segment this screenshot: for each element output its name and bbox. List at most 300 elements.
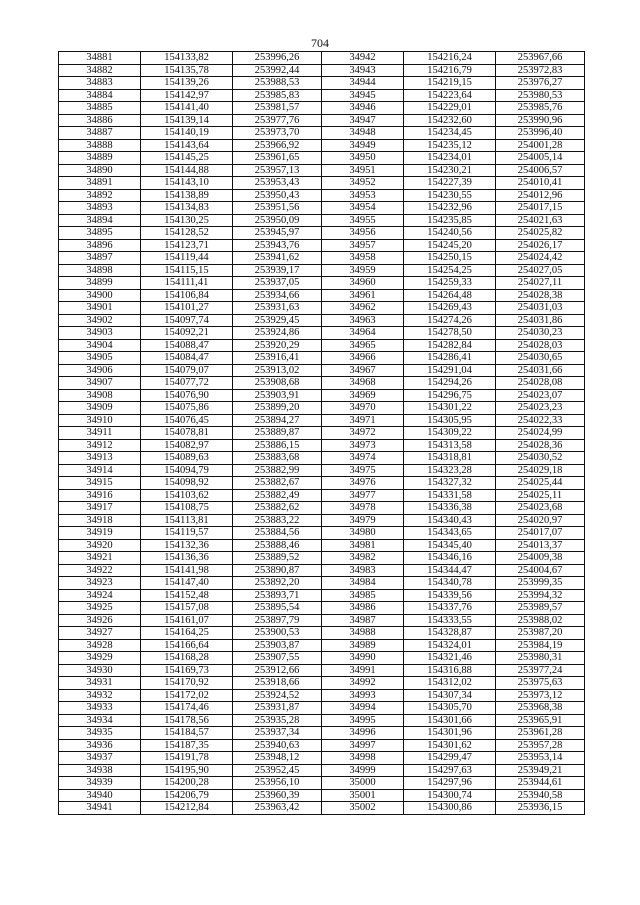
right-y-coordinate-cell: 254028,38	[496, 289, 585, 302]
left-point-number-cell: 34909	[59, 402, 141, 415]
table-row	[59, 64, 585, 77]
left-y-coordinate-cell: 253981,57	[233, 102, 322, 115]
right-point-number-cell: 34966	[322, 352, 404, 365]
left-x-coordinate-cell: 154184,57	[141, 727, 233, 740]
left-x-coordinate-cell: 154169,73	[141, 664, 233, 677]
right-y-coordinate-cell: 253953,14	[496, 752, 585, 765]
table-row	[59, 364, 585, 377]
left-x-coordinate-cell: 154134,83	[141, 202, 233, 215]
left-point-number-cell: 34927	[59, 627, 141, 640]
table-row	[59, 202, 585, 215]
left-point-number-cell: 34917	[59, 502, 141, 515]
left-x-coordinate-cell: 154108,75	[141, 502, 233, 515]
right-y-coordinate-cell: 254023,68	[496, 502, 585, 515]
right-x-coordinate-cell: 154316,88	[404, 664, 496, 677]
table-row	[59, 89, 585, 102]
right-y-coordinate-cell: 253961,28	[496, 727, 585, 740]
table-row	[59, 339, 585, 352]
right-x-coordinate-cell: 154235,12	[404, 139, 496, 152]
left-x-coordinate-cell: 154143,64	[141, 139, 233, 152]
left-point-number-cell: 34881	[59, 52, 141, 65]
left-point-number-cell: 34931	[59, 677, 141, 690]
left-y-coordinate-cell: 253893,71	[233, 589, 322, 602]
left-y-coordinate-cell: 253918,66	[233, 677, 322, 690]
table-row	[59, 577, 585, 590]
left-y-coordinate-cell: 253929,45	[233, 314, 322, 327]
left-x-coordinate-cell: 154097,74	[141, 314, 233, 327]
right-point-number-cell: 34978	[322, 502, 404, 515]
right-y-coordinate-cell: 253994,32	[496, 589, 585, 602]
right-x-coordinate-cell: 154337,76	[404, 602, 496, 615]
left-point-number-cell: 34895	[59, 227, 141, 240]
left-y-coordinate-cell: 253937,05	[233, 277, 322, 290]
right-x-coordinate-cell: 154264,48	[404, 289, 496, 302]
left-x-coordinate-cell: 154144,88	[141, 164, 233, 177]
right-x-coordinate-cell: 154301,66	[404, 714, 496, 727]
left-y-coordinate-cell: 253889,52	[233, 552, 322, 565]
right-x-coordinate-cell: 154259,33	[404, 277, 496, 290]
left-point-number-cell: 34920	[59, 539, 141, 552]
left-x-coordinate-cell: 154084,47	[141, 352, 233, 365]
right-y-coordinate-cell: 254026,17	[496, 239, 585, 252]
right-point-number-cell: 34969	[322, 389, 404, 402]
left-y-coordinate-cell: 253908,68	[233, 377, 322, 390]
left-point-number-cell: 34921	[59, 552, 141, 565]
right-y-coordinate-cell: 253965,91	[496, 714, 585, 727]
right-x-coordinate-cell: 154229,01	[404, 102, 496, 115]
right-point-number-cell: 34973	[322, 439, 404, 452]
left-y-coordinate-cell: 253882,49	[233, 489, 322, 502]
table-row	[59, 589, 585, 602]
right-x-coordinate-cell: 154216,79	[404, 64, 496, 77]
left-y-coordinate-cell: 253931,87	[233, 702, 322, 715]
left-y-coordinate-cell: 253935,28	[233, 714, 322, 727]
left-y-coordinate-cell: 253907,55	[233, 652, 322, 665]
right-x-coordinate-cell: 154301,22	[404, 402, 496, 415]
right-point-number-cell: 35002	[322, 802, 404, 815]
left-point-number-cell: 34905	[59, 352, 141, 365]
right-y-coordinate-cell: 254028,03	[496, 339, 585, 352]
left-y-coordinate-cell: 253960,39	[233, 789, 322, 802]
right-point-number-cell: 34949	[322, 139, 404, 152]
right-y-coordinate-cell: 253967,66	[496, 52, 585, 65]
table-row	[59, 164, 585, 177]
left-point-number-cell: 34924	[59, 589, 141, 602]
table-row	[59, 114, 585, 127]
right-point-number-cell: 34980	[322, 527, 404, 540]
left-y-coordinate-cell: 253899,20	[233, 402, 322, 415]
right-point-number-cell: 34962	[322, 302, 404, 315]
right-point-number-cell: 34965	[322, 339, 404, 352]
table-row	[59, 552, 585, 565]
right-point-number-cell: 34946	[322, 102, 404, 115]
right-point-number-cell: 34959	[322, 264, 404, 277]
left-y-coordinate-cell: 253886,15	[233, 439, 322, 452]
table-row	[59, 727, 585, 740]
left-point-number-cell: 34897	[59, 252, 141, 265]
left-point-number-cell: 34896	[59, 239, 141, 252]
left-y-coordinate-cell: 253895,54	[233, 602, 322, 615]
right-point-number-cell: 34943	[322, 64, 404, 77]
left-y-coordinate-cell: 253951,56	[233, 202, 322, 215]
right-x-coordinate-cell: 154344,47	[404, 564, 496, 577]
table-row	[59, 614, 585, 627]
left-x-coordinate-cell: 154174,46	[141, 702, 233, 715]
right-y-coordinate-cell: 254023,23	[496, 402, 585, 415]
left-point-number-cell: 34892	[59, 189, 141, 202]
left-point-number-cell: 34938	[59, 764, 141, 777]
left-y-coordinate-cell: 253963,42	[233, 802, 322, 815]
right-point-number-cell: 34945	[322, 89, 404, 102]
left-x-coordinate-cell: 154157,08	[141, 602, 233, 615]
right-x-coordinate-cell: 154235,85	[404, 214, 496, 227]
left-x-coordinate-cell: 154088,47	[141, 339, 233, 352]
left-x-coordinate-cell: 154139,26	[141, 77, 233, 90]
table-row	[59, 389, 585, 402]
left-x-coordinate-cell: 154076,45	[141, 414, 233, 427]
right-x-coordinate-cell: 154331,58	[404, 489, 496, 502]
right-point-number-cell: 34972	[322, 427, 404, 440]
right-x-coordinate-cell: 154300,86	[404, 802, 496, 815]
table-row	[59, 527, 585, 540]
table-row	[59, 764, 585, 777]
table-row	[59, 152, 585, 165]
left-y-coordinate-cell: 253883,68	[233, 452, 322, 465]
left-x-coordinate-cell: 154138,89	[141, 189, 233, 202]
right-point-number-cell: 34987	[322, 614, 404, 627]
left-point-number-cell: 34914	[59, 464, 141, 477]
left-point-number-cell: 34913	[59, 452, 141, 465]
table-row	[59, 102, 585, 115]
right-y-coordinate-cell: 253988,02	[496, 614, 585, 627]
right-x-coordinate-cell: 154305,95	[404, 414, 496, 427]
right-point-number-cell: 34981	[322, 539, 404, 552]
left-y-coordinate-cell: 253988,53	[233, 77, 322, 90]
left-x-coordinate-cell: 154168,28	[141, 652, 233, 665]
right-y-coordinate-cell: 254004,67	[496, 564, 585, 577]
right-y-coordinate-cell: 253944,61	[496, 777, 585, 790]
right-point-number-cell: 34956	[322, 227, 404, 240]
right-x-coordinate-cell: 154324,01	[404, 639, 496, 652]
table-row	[59, 564, 585, 577]
right-point-number-cell: 34991	[322, 664, 404, 677]
left-y-coordinate-cell: 253977,76	[233, 114, 322, 127]
table-row	[59, 277, 585, 290]
left-y-coordinate-cell: 253950,43	[233, 189, 322, 202]
left-point-number-cell: 34898	[59, 264, 141, 277]
left-y-coordinate-cell: 253890,87	[233, 564, 322, 577]
left-x-coordinate-cell: 154139,14	[141, 114, 233, 127]
right-point-number-cell: 34988	[322, 627, 404, 640]
left-x-coordinate-cell: 154195,90	[141, 764, 233, 777]
left-x-coordinate-cell: 154178,56	[141, 714, 233, 727]
left-y-coordinate-cell: 253956,10	[233, 777, 322, 790]
table-row	[59, 514, 585, 527]
left-x-coordinate-cell: 154132,36	[141, 539, 233, 552]
left-y-coordinate-cell: 253941,62	[233, 252, 322, 265]
right-x-coordinate-cell: 154299,47	[404, 752, 496, 765]
left-y-coordinate-cell: 253892,20	[233, 577, 322, 590]
table-row	[59, 189, 585, 202]
right-x-coordinate-cell: 154223,64	[404, 89, 496, 102]
right-y-coordinate-cell: 254021,63	[496, 214, 585, 227]
left-point-number-cell: 34906	[59, 364, 141, 377]
left-point-number-cell: 34939	[59, 777, 141, 790]
left-x-coordinate-cell: 154113,81	[141, 514, 233, 527]
right-y-coordinate-cell: 253975,63	[496, 677, 585, 690]
table-row	[59, 477, 585, 490]
right-x-coordinate-cell: 154216,24	[404, 52, 496, 65]
table-row	[59, 689, 585, 702]
right-y-coordinate-cell: 253957,28	[496, 739, 585, 752]
left-x-coordinate-cell: 154161,07	[141, 614, 233, 627]
left-point-number-cell: 34940	[59, 789, 141, 802]
right-y-coordinate-cell: 253984,19	[496, 639, 585, 652]
right-x-coordinate-cell: 154321,46	[404, 652, 496, 665]
right-x-coordinate-cell: 154312,02	[404, 677, 496, 690]
table-row	[59, 714, 585, 727]
left-point-number-cell: 34901	[59, 302, 141, 315]
right-x-coordinate-cell: 154336,38	[404, 502, 496, 515]
left-y-coordinate-cell: 253882,99	[233, 464, 322, 477]
right-y-coordinate-cell: 253989,57	[496, 602, 585, 615]
left-x-coordinate-cell: 154164,25	[141, 627, 233, 640]
right-point-number-cell: 34967	[322, 364, 404, 377]
right-x-coordinate-cell: 154245,20	[404, 239, 496, 252]
right-point-number-cell: 34982	[322, 552, 404, 565]
right-x-coordinate-cell: 154240,56	[404, 227, 496, 240]
right-x-coordinate-cell: 154219,15	[404, 77, 496, 90]
left-point-number-cell: 34902	[59, 314, 141, 327]
right-y-coordinate-cell: 253999,35	[496, 577, 585, 590]
left-x-coordinate-cell: 154098,92	[141, 477, 233, 490]
left-point-number-cell: 34932	[59, 689, 141, 702]
table-row	[59, 602, 585, 615]
right-y-coordinate-cell: 253940,58	[496, 789, 585, 802]
table-row	[59, 639, 585, 652]
table-row	[59, 402, 585, 415]
left-y-coordinate-cell: 253882,67	[233, 477, 322, 490]
left-y-coordinate-cell: 253897,79	[233, 614, 322, 627]
left-point-number-cell: 34934	[59, 714, 141, 727]
left-point-number-cell: 34923	[59, 577, 141, 590]
right-x-coordinate-cell: 154296,75	[404, 389, 496, 402]
right-point-number-cell: 34964	[322, 327, 404, 340]
left-x-coordinate-cell: 154119,44	[141, 252, 233, 265]
left-x-coordinate-cell: 154140,19	[141, 127, 233, 140]
right-point-number-cell: 34986	[322, 602, 404, 615]
left-y-coordinate-cell: 253992,44	[233, 64, 322, 77]
right-x-coordinate-cell: 154301,62	[404, 739, 496, 752]
table-row	[59, 702, 585, 715]
table-row	[59, 239, 585, 252]
right-point-number-cell: 35000	[322, 777, 404, 790]
right-point-number-cell: 34950	[322, 152, 404, 165]
right-point-number-cell: 34993	[322, 689, 404, 702]
right-x-coordinate-cell: 154328,87	[404, 627, 496, 640]
right-x-coordinate-cell: 154297,63	[404, 764, 496, 777]
table-row	[59, 314, 585, 327]
right-y-coordinate-cell: 254029,18	[496, 464, 585, 477]
left-y-coordinate-cell: 253939,17	[233, 264, 322, 277]
left-y-coordinate-cell: 253948,12	[233, 752, 322, 765]
left-x-coordinate-cell: 154187,35	[141, 739, 233, 752]
left-y-coordinate-cell: 253945,97	[233, 227, 322, 240]
right-x-coordinate-cell: 154274,26	[404, 314, 496, 327]
right-point-number-cell: 34942	[322, 52, 404, 65]
left-y-coordinate-cell: 253912,66	[233, 664, 322, 677]
left-point-number-cell: 34916	[59, 489, 141, 502]
left-point-number-cell: 34907	[59, 377, 141, 390]
right-y-coordinate-cell: 253990,96	[496, 114, 585, 127]
left-x-coordinate-cell: 154079,07	[141, 364, 233, 377]
right-y-coordinate-cell: 254024,99	[496, 427, 585, 440]
left-x-coordinate-cell: 154141,98	[141, 564, 233, 577]
right-x-coordinate-cell: 154234,45	[404, 127, 496, 140]
left-point-number-cell: 34900	[59, 289, 141, 302]
table-row	[59, 739, 585, 752]
right-y-coordinate-cell: 253980,53	[496, 89, 585, 102]
left-x-coordinate-cell: 154115,15	[141, 264, 233, 277]
table-row	[59, 302, 585, 315]
left-y-coordinate-cell: 253957,13	[233, 164, 322, 177]
right-point-number-cell: 34957	[322, 239, 404, 252]
right-x-coordinate-cell: 154282,84	[404, 339, 496, 352]
right-x-coordinate-cell: 154232,96	[404, 202, 496, 215]
left-y-coordinate-cell: 253996,26	[233, 52, 322, 65]
left-x-coordinate-cell: 154089,63	[141, 452, 233, 465]
left-y-coordinate-cell: 253961,65	[233, 152, 322, 165]
left-x-coordinate-cell: 154200,28	[141, 777, 233, 790]
right-y-coordinate-cell: 253985,76	[496, 102, 585, 115]
right-x-coordinate-cell: 154345,40	[404, 539, 496, 552]
left-x-coordinate-cell: 154170,92	[141, 677, 233, 690]
table-row	[59, 352, 585, 365]
left-x-coordinate-cell: 154143,10	[141, 177, 233, 190]
left-point-number-cell: 34885	[59, 102, 141, 115]
right-x-coordinate-cell: 154301,96	[404, 727, 496, 740]
left-y-coordinate-cell: 253937,34	[233, 727, 322, 740]
table-row	[59, 252, 585, 265]
table-row	[59, 789, 585, 802]
left-x-coordinate-cell: 154094,79	[141, 464, 233, 477]
table-row	[59, 677, 585, 690]
table-row	[59, 52, 585, 65]
right-point-number-cell: 34971	[322, 414, 404, 427]
right-x-coordinate-cell: 154307,34	[404, 689, 496, 702]
right-y-coordinate-cell: 254030,52	[496, 452, 585, 465]
left-x-coordinate-cell: 154191,78	[141, 752, 233, 765]
right-x-coordinate-cell: 154297,96	[404, 777, 496, 790]
right-x-coordinate-cell: 154333,55	[404, 614, 496, 627]
right-point-number-cell: 34968	[322, 377, 404, 390]
left-y-coordinate-cell: 253883,22	[233, 514, 322, 527]
right-y-coordinate-cell: 254031,03	[496, 302, 585, 315]
right-point-number-cell: 34955	[322, 214, 404, 227]
left-x-coordinate-cell: 154147,40	[141, 577, 233, 590]
table-row	[59, 627, 585, 640]
right-y-coordinate-cell: 254024,42	[496, 252, 585, 265]
right-x-coordinate-cell: 154300,74	[404, 789, 496, 802]
right-y-coordinate-cell: 254027,11	[496, 277, 585, 290]
right-point-number-cell: 34970	[322, 402, 404, 415]
right-point-number-cell: 35001	[322, 789, 404, 802]
left-point-number-cell: 34930	[59, 664, 141, 677]
left-x-coordinate-cell: 154135,78	[141, 64, 233, 77]
table-row	[59, 802, 585, 815]
left-point-number-cell: 34936	[59, 739, 141, 752]
left-x-coordinate-cell: 154166,64	[141, 639, 233, 652]
left-y-coordinate-cell: 253913,02	[233, 364, 322, 377]
right-x-coordinate-cell: 154340,43	[404, 514, 496, 527]
table-row	[59, 227, 585, 240]
right-point-number-cell: 34954	[322, 202, 404, 215]
left-x-coordinate-cell: 154136,36	[141, 552, 233, 565]
left-y-coordinate-cell: 253934,66	[233, 289, 322, 302]
table-row	[59, 377, 585, 390]
left-x-coordinate-cell: 154133,82	[141, 52, 233, 65]
left-point-number-cell: 34883	[59, 77, 141, 90]
right-y-coordinate-cell: 253996,40	[496, 127, 585, 140]
left-point-number-cell: 34886	[59, 114, 141, 127]
table-row	[59, 652, 585, 665]
left-x-coordinate-cell: 154111,41	[141, 277, 233, 290]
right-point-number-cell: 34958	[322, 252, 404, 265]
left-x-coordinate-cell: 154212,84	[141, 802, 233, 815]
left-y-coordinate-cell: 253966,92	[233, 139, 322, 152]
left-point-number-cell: 34884	[59, 89, 141, 102]
right-x-coordinate-cell: 154278,50	[404, 327, 496, 340]
left-x-coordinate-cell: 154152,48	[141, 589, 233, 602]
right-point-number-cell: 34947	[322, 114, 404, 127]
right-y-coordinate-cell: 253987,20	[496, 627, 585, 640]
table-row	[59, 539, 585, 552]
right-point-number-cell: 34997	[322, 739, 404, 752]
right-x-coordinate-cell: 154340,78	[404, 577, 496, 590]
right-y-coordinate-cell: 254010,41	[496, 177, 585, 190]
table-row	[59, 464, 585, 477]
right-y-coordinate-cell: 253980,31	[496, 652, 585, 665]
right-y-coordinate-cell: 254025,11	[496, 489, 585, 502]
left-x-coordinate-cell: 154130,25	[141, 214, 233, 227]
left-y-coordinate-cell: 253916,41	[233, 352, 322, 365]
right-point-number-cell: 34960	[322, 277, 404, 290]
table-row	[59, 427, 585, 440]
right-point-number-cell: 34989	[322, 639, 404, 652]
left-point-number-cell: 34912	[59, 439, 141, 452]
right-x-coordinate-cell: 154323,28	[404, 464, 496, 477]
left-y-coordinate-cell: 253924,86	[233, 327, 322, 340]
left-x-coordinate-cell: 154103,62	[141, 489, 233, 502]
right-y-coordinate-cell: 254009,38	[496, 552, 585, 565]
left-point-number-cell: 34889	[59, 152, 141, 165]
left-y-coordinate-cell: 253940,63	[233, 739, 322, 752]
left-x-coordinate-cell: 154076,90	[141, 389, 233, 402]
left-point-number-cell: 34911	[59, 427, 141, 440]
right-point-number-cell: 34963	[322, 314, 404, 327]
table-row	[59, 777, 585, 790]
right-point-number-cell: 34994	[322, 702, 404, 715]
right-y-coordinate-cell: 254030,23	[496, 327, 585, 340]
right-x-coordinate-cell: 154346,16	[404, 552, 496, 565]
left-y-coordinate-cell: 253920,29	[233, 339, 322, 352]
right-y-coordinate-cell: 254001,28	[496, 139, 585, 152]
right-y-coordinate-cell: 254027,05	[496, 264, 585, 277]
table-row	[59, 177, 585, 190]
right-y-coordinate-cell: 254005,14	[496, 152, 585, 165]
right-y-coordinate-cell: 254013,37	[496, 539, 585, 552]
right-y-coordinate-cell: 254028,08	[496, 377, 585, 390]
